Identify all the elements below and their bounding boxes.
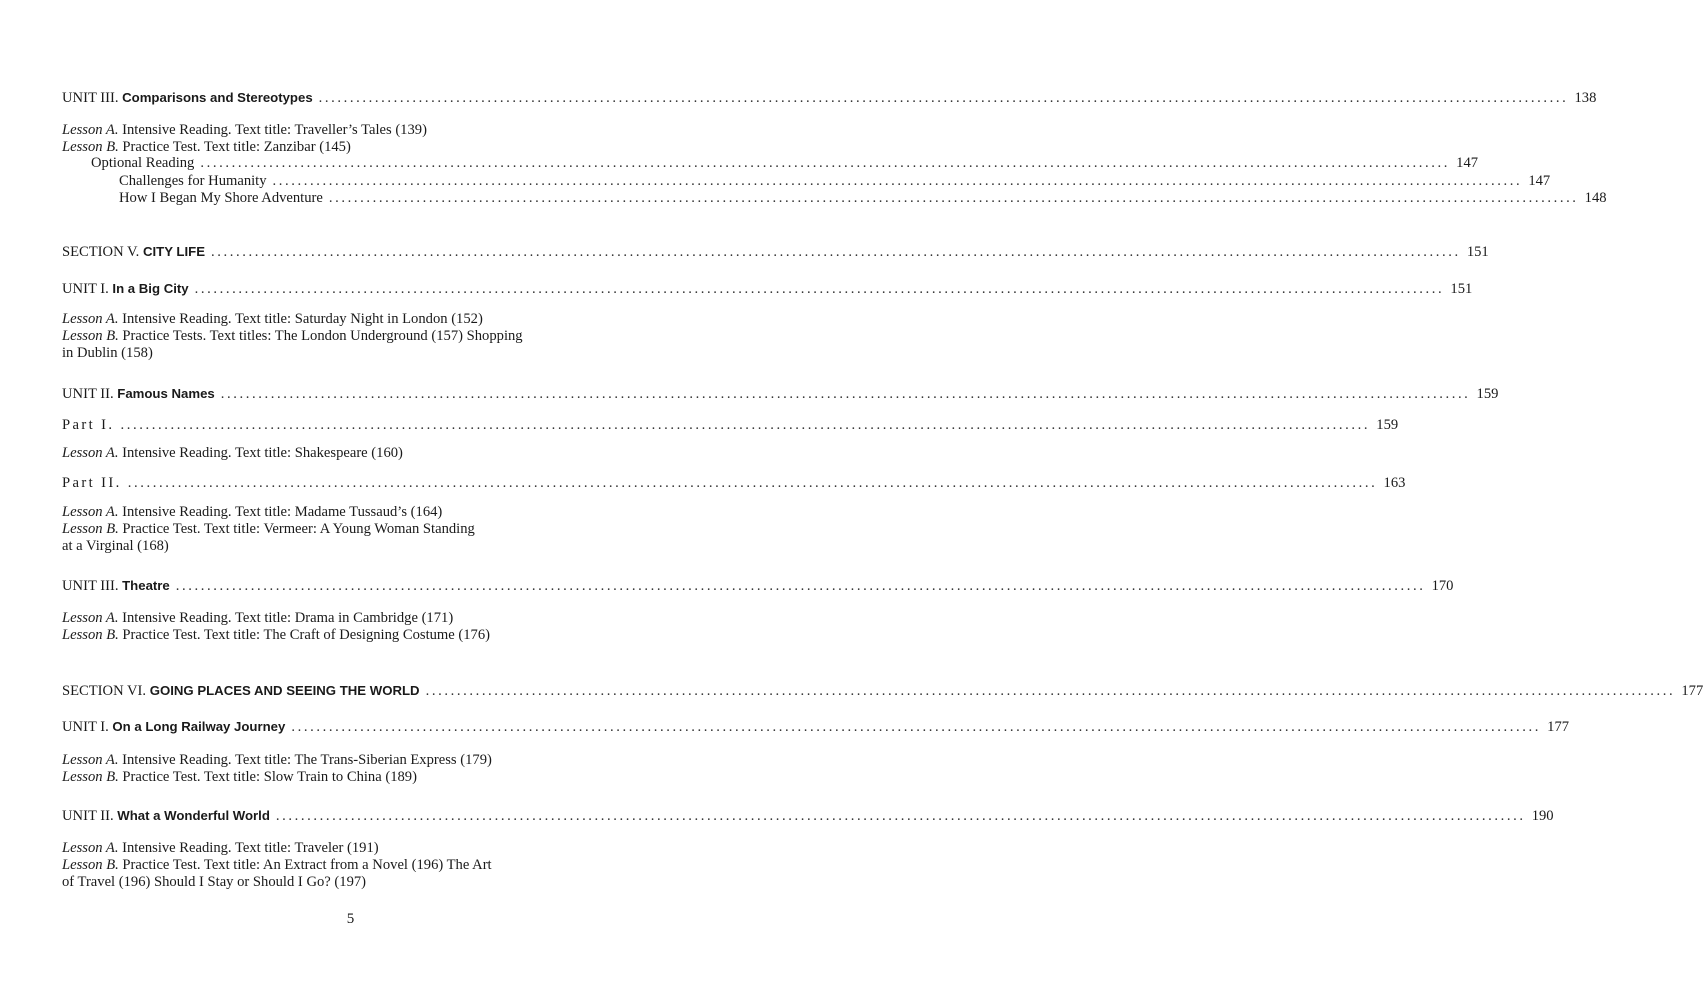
dot-leader: ........................................................................................................................................................................................................ [127, 475, 1378, 491]
page-ref: 190 [1531, 808, 1554, 824]
page-ref: 163 [1383, 475, 1406, 491]
lesson-line-continued: of Travel (196) Should I Stay or Should I Go? (197) [62, 874, 367, 890]
dot-leader: ........................................................................................................................................................................................................ [275, 808, 1526, 824]
lesson-line: Lesson A. Intensive Reading. Text title: Saturday Night in London (152) [62, 311, 483, 327]
toc-entry-part: Part I. ........................................................................................................................................................................................................ 159 [62, 417, 1399, 433]
toc-entry-unit: UNIT III. Comparisons and Stereotypes ........................................................................................................................................................................................................ 138 [62, 90, 1597, 106]
page-ref: 148 [1584, 190, 1607, 206]
dot-leader: ........................................................................................................................................................................................................ [194, 281, 1445, 297]
dot-leader: ........................................................................................................................................................................................................ [318, 90, 1569, 106]
toc-entry-unit: UNIT II. Famous Names ........................................................................................................................................................................................................ 159 [62, 386, 1499, 402]
page-ref: 138 [1574, 90, 1597, 106]
toc-entry-unit: UNIT I. On a Long Railway Journey ........................................................................................................................................................................................................ 177 [62, 719, 1570, 735]
page-ref: 170 [1431, 578, 1454, 594]
page-ref: 159 [1376, 417, 1399, 433]
dot-leader: ........................................................................................................................................................................................................ [211, 244, 1461, 260]
page-ref: 151 [1450, 281, 1473, 297]
lesson-line: Lesson A. Intensive Reading. Text title: The Trans-Siberian Express (179) [62, 752, 492, 768]
toc-entry-optional: Optional Reading ........................................................................................................................................................................................................ 147 [91, 155, 1479, 171]
page-ref: 147 [1456, 155, 1479, 171]
page-number: 5 [346, 911, 355, 927]
dot-leader: ........................................................................................................................................................................................................ [120, 417, 1371, 433]
lesson-line: Lesson B. Practice Test. Text title: The Craft of Designing Costume (176) [62, 627, 491, 643]
lesson-line: Lesson A. Intensive Reading. Text title: Drama in Cambridge (171) [62, 610, 454, 626]
page-ref: 147 [1528, 173, 1551, 189]
dot-leader: ........................................................................................................................................................................................................ [272, 173, 1523, 189]
lesson-line: Lesson B. Practice Test. Text title: An Extract from a Novel (196) The Art [62, 857, 492, 873]
lesson-line: Lesson A. Intensive Reading. Text title: Traveller’s Tales (139) [62, 122, 427, 138]
dot-leader: ........................................................................................................................................................................................................ [220, 386, 1471, 402]
dot-leader: ........................................................................................................................................................................................................ [200, 155, 1451, 171]
dot-leader: ........................................................................................................................................................................................................ [328, 190, 1579, 206]
toc-entry-unit: UNIT III. Theatre ........................................................................................................................................................................................................ 170 [62, 578, 1454, 594]
toc-entry-optional-item: How I Began My Shore Adventure ........................................................................................................................................................................................................ 148 [119, 190, 1607, 206]
lesson-line-continued: in Dublin (158) [62, 345, 153, 361]
lesson-line: Lesson B. Practice Tests. Text titles: The London Underground (157) Shopping [62, 328, 523, 344]
page-ref: 159 [1476, 386, 1499, 402]
dot-leader: ........................................................................................................................................................................................................ [291, 719, 1542, 735]
dot-leader: ........................................................................................................................................................................................................ [175, 578, 1426, 594]
lesson-line: Lesson A. Intensive Reading. Text title: Madame Tussaud’s (164) [62, 504, 443, 520]
lesson-line: Lesson A. Intensive Reading. Text title: Shakespeare (160) [62, 445, 403, 461]
toc-entry-optional-item: Challenges for Humanity ........................................................................................................................................................................................................ 147 [119, 173, 1551, 189]
lesson-line: Lesson B. Practice Test. Text title: Zanzibar (145) [62, 139, 351, 155]
toc-entry-section: SECTION VI. GOING PLACES AND SEEING THE WORLD ........................................................................................................................................................................................................ 177 [62, 683, 1703, 699]
toc-entry-unit: UNIT I. In a Big City ........................................................................................................................................................................................................ 151 [62, 281, 1473, 297]
toc-entry-unit: UNIT II. What a Wonderful World ........................................................................................................................................................................................................ 190 [62, 808, 1554, 824]
lesson-line: Lesson B. Practice Test. Text title: Slow Train to China (189) [62, 769, 417, 785]
toc-entry-section: SECTION V. CITY LIFE ........................................................................................................................................................................................................ 151 [62, 244, 1489, 260]
page-ref: 151 [1466, 244, 1489, 260]
page-ref: 177 [1681, 683, 1703, 699]
toc-entry-part: Part II. ........................................................................................................................................................................................................ 163 [62, 475, 1406, 491]
lesson-line: Lesson B. Practice Test. Text title: Vermeer: A Young Woman Standing [62, 521, 475, 537]
page-ref: 177 [1547, 719, 1570, 735]
lesson-line-continued: at a Virginal (168) [62, 538, 169, 554]
lesson-line: Lesson A. Intensive Reading. Text title: Traveler (191) [62, 840, 379, 856]
dot-leader: ........................................................................................................................................................................................................ [425, 683, 1676, 699]
